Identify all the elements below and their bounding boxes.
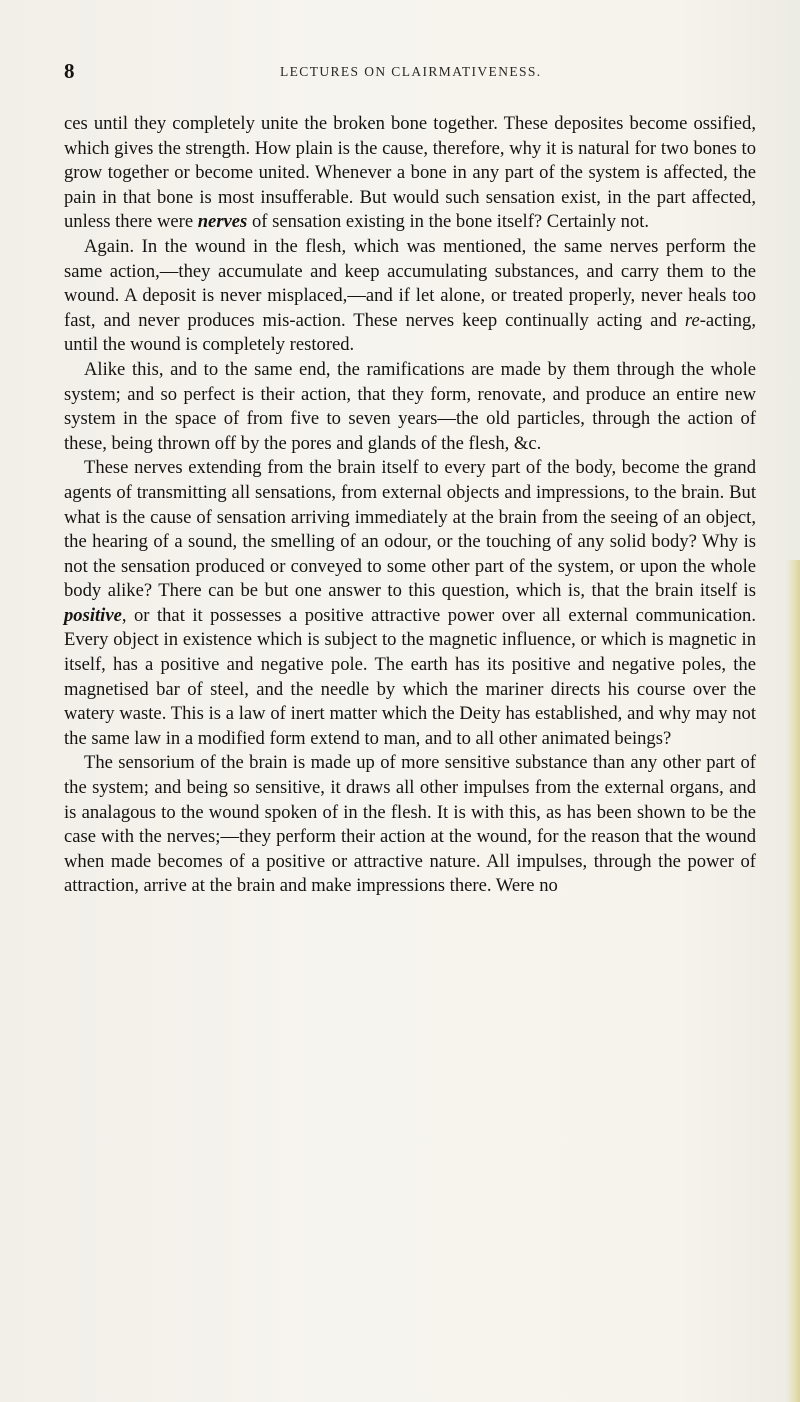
paragraph bbox=[64, 751, 756, 899]
text-run: Again. In the wound in the flesh, which was mentioned, the same nerves perform the same action,—they accumulate and keep accumulating substances, and carry them to the wound. A deposit is never misplaced,—and if let alone, or treated properly, never heals too fast, and never produces mis-action. These nerves keep continually acting and bbox=[64, 235, 756, 331]
text-run: The sensorium of the brain is made up of more sensitive substance than any other part of the system; and being so sensitive, it draws all other impulses from the external organs, and is analagous to the wound spoken of in the flesh. It is with this, as has been shown to be the case with the nerves;—they perform their action at the wound, for the reason that the wound when made becomes of a positive or attractive nature. All impulses, through the power of attraction, arrive at the brain and make impressions there. Were no bbox=[64, 752, 756, 897]
paragraph bbox=[64, 235, 756, 358]
emphasized-text: nerves bbox=[197, 211, 248, 233]
body-text bbox=[64, 112, 756, 899]
text-run: Alike this, and to the same end, the ramifications are made by them through the whole system; and so perfect is their action, that they form, renovate, and produce an entire new system in the space of from five to seven years—the old particles, through the action of these, being thrown off by the pores and glands of the flesh, &c. bbox=[64, 358, 756, 454]
text-run: of sensation existing in the bone itself? Certainly not. bbox=[247, 211, 650, 233]
running-head bbox=[64, 58, 744, 84]
running-head-title: LECTURES ON CLAIRMATIVENESS. bbox=[280, 64, 542, 79]
text-run: ces until they completely unite the broken bone together. These deposites become ossified, which gives the strength. How plain is the cause, therefore, why it is natural for two bones to grow together or become united. Whenever a bone in any part of the system is affected, the pain in that bone is most insufferable. But would such sensation exist, in the part affected, unless there were bbox=[64, 113, 756, 233]
text-run: -acting, until the wound is completely restored. bbox=[64, 309, 756, 356]
paragraph bbox=[64, 112, 756, 235]
text-run: These nerves extending from the brain itself to every part of the body, become the grand agents of transmitting all sensations, from external objects and impressions, to the brain. But what is the cause of sensation arriving immediately at the brain from the seeing of an object, the hearing of a sound, the smelling of an odour, or the touching of any solid body? Why is not the sensation produced or conveyed to some other part of the system, or upon the whole body alike? There can be but one answer to this question, which is, that the brain itself is bbox=[64, 457, 756, 602]
paragraph bbox=[64, 358, 756, 456]
page-edge-shading bbox=[786, 560, 800, 1402]
page-number: 8 bbox=[64, 59, 75, 83]
emphasized-text: positive bbox=[64, 604, 122, 626]
text-run: , or that it possesses a positive attractive power over all external communication. Every object in existence which is subject to the magnetic influence, or which is magnetic in itself, has a positive and negative pole. The earth has its positive and negative poles, the magnetised bar of steel, and the needle by which the mariner directs his course over the watery waste. This is a law of inert matter which the Deity has established, and why may not the same law in a modified form extend to man, and to all other animated beings? bbox=[64, 604, 756, 749]
emphasized-text: re bbox=[684, 309, 700, 331]
paragraph bbox=[64, 456, 756, 751]
